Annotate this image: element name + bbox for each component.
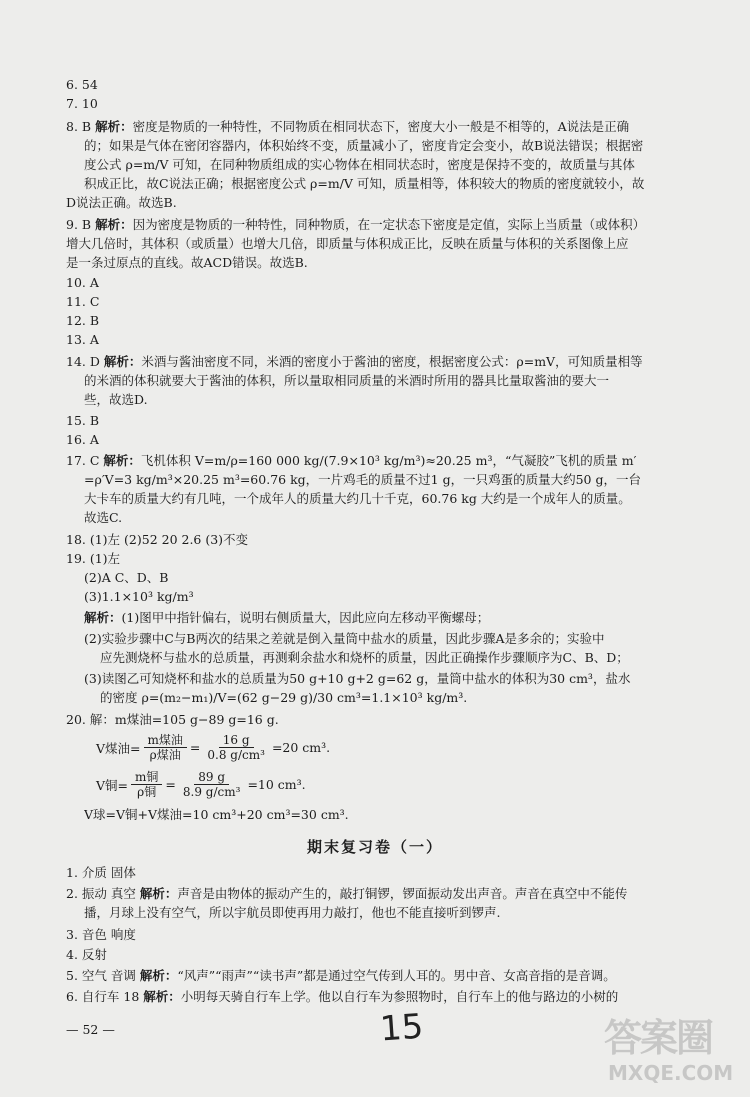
answer-6: 6. 54 bbox=[66, 77, 98, 92]
equation-copper-volume: V铜= $\frac{\text{m铜}}{\text{ρ铜}}$ = $\frac{89 g}{\text{8.9 g/cm³}}$ =10 cm³. bbox=[96, 770, 306, 799]
answer-8-line5: D说法正确。故选B. bbox=[66, 195, 177, 210]
final-answer-4: 4. 反射 bbox=[66, 947, 107, 962]
final-answer-2-line2: 播，月球上没有空气，所以宇航员即使再用力敲打，他也不能直接听到锣声. bbox=[84, 905, 501, 920]
watermark-text: 答案圈 bbox=[604, 1016, 713, 1060]
final-answer-1: 1. 介质 固体 bbox=[66, 865, 136, 880]
answer-17: 17. C 解析：飞机体积 V=m/ρ=160 000 kg/(7.9×10³ kg/m³)≈20.25 m³，“气凝胶”飞机的质量 m′ bbox=[66, 453, 637, 468]
answer-13: 13. A bbox=[66, 332, 99, 347]
section-title: 期末复习卷（一） bbox=[306, 838, 443, 856]
fraction: $\frac{89 g}{\text{8.9 g/cm³}}$ bbox=[182, 770, 241, 799]
answer-19-analysis-3b: 的密度 ρ=(m₂−m₁)/V=(62 g−29 g)/30 cm³=1.1×10³ kg/m³. bbox=[100, 690, 468, 705]
final-answer-5: 5. 空气 音调 解析：“风声”“雨声”“读书声”都是通过空气传到人耳的。男中音、女高音指的是音调。 bbox=[66, 968, 616, 983]
answer-7: 7. 10 bbox=[66, 96, 98, 111]
fraction: $\frac{\text{m煤油}}{\text{ρ煤油}}$ bbox=[144, 733, 187, 762]
answer-8-line4: 积成正比，故C说法正确；根据密度公式 ρ=m/V 可知，质量相等，体积较大的物质的密度就较小，故 bbox=[84, 176, 645, 191]
handwritten-number: 15 bbox=[378, 1006, 425, 1050]
answer-20: 20. 解：m煤油=105 g−89 g=16 g. bbox=[66, 712, 279, 727]
answer-17-line4: 故选C. bbox=[84, 510, 123, 525]
fraction: $\frac{\text{m铜}}{\text{ρ铜}}$ bbox=[131, 770, 162, 799]
answer-15: 15. B bbox=[66, 413, 100, 428]
answer-8: 8. B 解析：密度是物质的一种特性，不同物质在相同状态下，密度大小一般是不相等的，A说法是正确 bbox=[66, 119, 630, 134]
final-answer-3: 3. 音色 响度 bbox=[66, 927, 136, 942]
answer-17-line3: 大卡车的质量大约有几吨，一个成年人的质量大约几十千克，60.76 kg 大约是一个成年人的质量。 bbox=[84, 491, 631, 506]
answer-19: 19. (1)左 bbox=[66, 551, 121, 566]
watermark-url: MXQE.COM bbox=[608, 1061, 734, 1085]
page-number: — 52 — bbox=[66, 1022, 115, 1037]
answer-14: 14. D 解析：米酒与酱油密度不同，米酒的密度小于酱油的密度，根据密度公式：ρ=mV，可知质量相等 bbox=[66, 354, 643, 369]
answer-8-line2: 的；如果是气体在密闭容器内，体积始终不变，质量减小了，密度肯定会变小，故B说法错误；根据密 bbox=[84, 138, 644, 153]
answer-14-line3: 些，故选D. bbox=[84, 392, 148, 407]
answer-18: 18. (1)左 (2)52 20 2.6 (3)不变 bbox=[66, 532, 249, 547]
final-answer-2: 2. 振动 真空 解析：声音是由物体的振动产生的，敲打铜锣，锣面振动发出声音。声音在真空中不能传 bbox=[66, 886, 628, 901]
answer-19-part2: (2)A C、D、B bbox=[84, 570, 169, 585]
final-answer-6: 6. 自行车 18 解析：小明每天骑自行车上学。他以自行车为参照物时，自行车上的他与路边的小树的 bbox=[66, 989, 619, 1004]
watermark-logo bbox=[594, 1003, 744, 1091]
answer-12: 12. B bbox=[66, 313, 100, 328]
answer-9: 9. B 解析：因为密度是物质的一种特性，同种物质，在一定状态下密度是定值，实际上当质量（或体积） bbox=[66, 217, 646, 232]
answer-19-analysis: 解析：(1)图甲中指针偏右，说明右侧质量大，因此应向左移动平衡螺母； bbox=[84, 610, 490, 625]
answer-8-line3: 度公式 ρ=m/V 可知，在同种物质组成的实心物体在相同状态时，密度是保持不变的，故质量与其体 bbox=[84, 157, 635, 172]
answer-19-part3: (3)1.1×10³ kg/m³ bbox=[84, 589, 194, 604]
answer-10: 10. A bbox=[66, 275, 99, 290]
answer-11: 11. C bbox=[66, 294, 100, 309]
equation-ball-volume: V球=V铜+V煤油=10 cm³+20 cm³=30 cm³. bbox=[84, 807, 349, 822]
answer-19-analysis-3: (3)读图乙可知烧杯和盐水的总质量为50 g+10 g+2 g=62 g，量筒中盐水的体积为30 cm³，盐水 bbox=[84, 671, 631, 686]
answer-16: 16. A bbox=[66, 432, 99, 447]
answer-14-line2: 的米酒的体积就要大于酱油的体积，所以量取相同质量的米酒时所用的器具比量取酱油的要大一 bbox=[84, 373, 610, 388]
answer-19-analysis-2: (2)实验步骤中C与B两次的结果之差就是倒入量筒中盐水的质量，因此步骤A是多余的；实验中 bbox=[84, 631, 605, 646]
answer-17-line2: =ρ′V=3 kg/m³×20.25 m³=60.76 kg，一片鸡毛的质量不过1 g，一只鸡蛋的质量大约50 g，一台 bbox=[84, 472, 641, 487]
fraction: $\frac{16 g}{\text{0.8 g/cm³}}$ bbox=[207, 733, 265, 762]
answer-9-line2: 增大几倍时，其体积（或质量）也增大几倍，即质量与体积成正比，反映在质量与体积的关系图像上应 bbox=[66, 236, 629, 251]
answer-9-line3: 是一条过原点的直线。故ACD错误。故选B. bbox=[66, 255, 308, 270]
answer-19-analysis-2b: 应先测烧杯与盐水的总质量，再测剩余盐水和烧杯的质量，因此正确操作步骤顺序为C、B、D； bbox=[100, 650, 629, 665]
equation-kerosene-volume: V煤油= $\frac{\text{m煤油}}{\text{ρ煤油}}$ = $\frac{16 g}{\text{0.8 g/cm³}}$ =20 cm³. bbox=[96, 733, 331, 762]
